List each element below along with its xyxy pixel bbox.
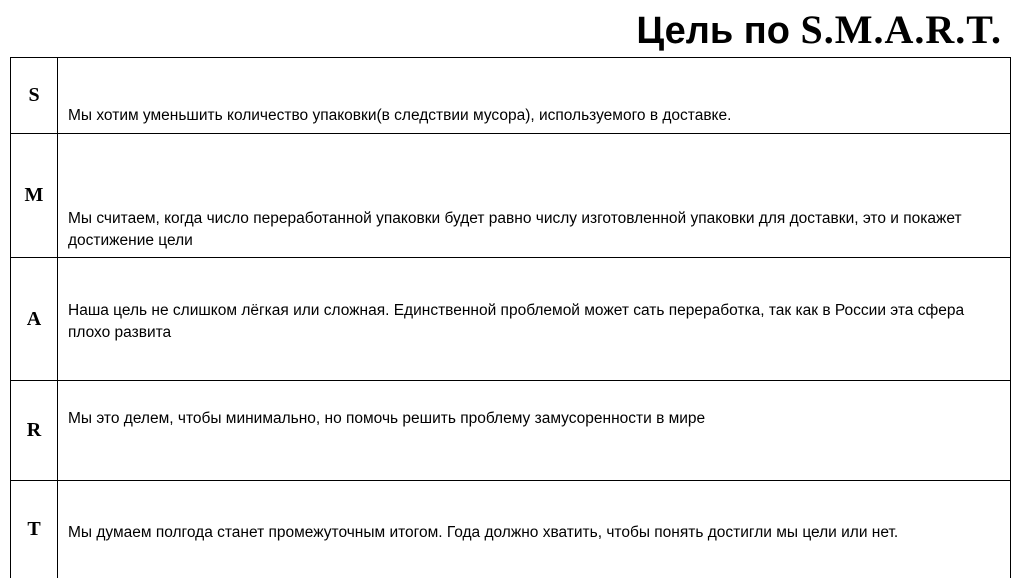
table-row-r [11,381,1011,481]
table-row-s [11,58,1011,134]
title-smart-acronym: S.M.A.R.T. [800,7,1002,52]
letter-cell-t: T [11,481,58,578]
text-cell-specific: Мы хотим уменьшить количество упаковки(в следствии мусора), используемого в доставке. [58,58,1011,134]
smart-goal-table [10,57,1011,578]
letter-cell-r: R [11,381,58,481]
text-cell-time-bound: Мы думаем полгода станет промежуточным итогом. Года должно хватить, чтобы понять достигли мы цели или нет. [58,481,1011,578]
text-cell-relevant: Мы это делем, чтобы минимально, но помочь решить проблему замусоренности в мире [58,381,1011,481]
title-prefix: Цель по [636,10,801,52]
page-title [636,6,1002,55]
letter-cell-m: M [11,134,58,258]
table-row-m [11,134,1011,258]
letter-cell-s: S [11,58,58,134]
letter-cell-a: A [11,258,58,381]
table-row-t [11,481,1011,578]
text-cell-achievable: Наша цель не слишком лёгкая или сложная. Единственной проблемой может сать переработка, так как в России эта сфера плохо развита [58,258,1011,381]
text-cell-measurable: Мы считаем, когда число переработанной упаковки будет равно числу изготовленной упаковки для доставки, это и покажет достижение цели [58,134,1011,258]
table-row-a [11,258,1011,381]
